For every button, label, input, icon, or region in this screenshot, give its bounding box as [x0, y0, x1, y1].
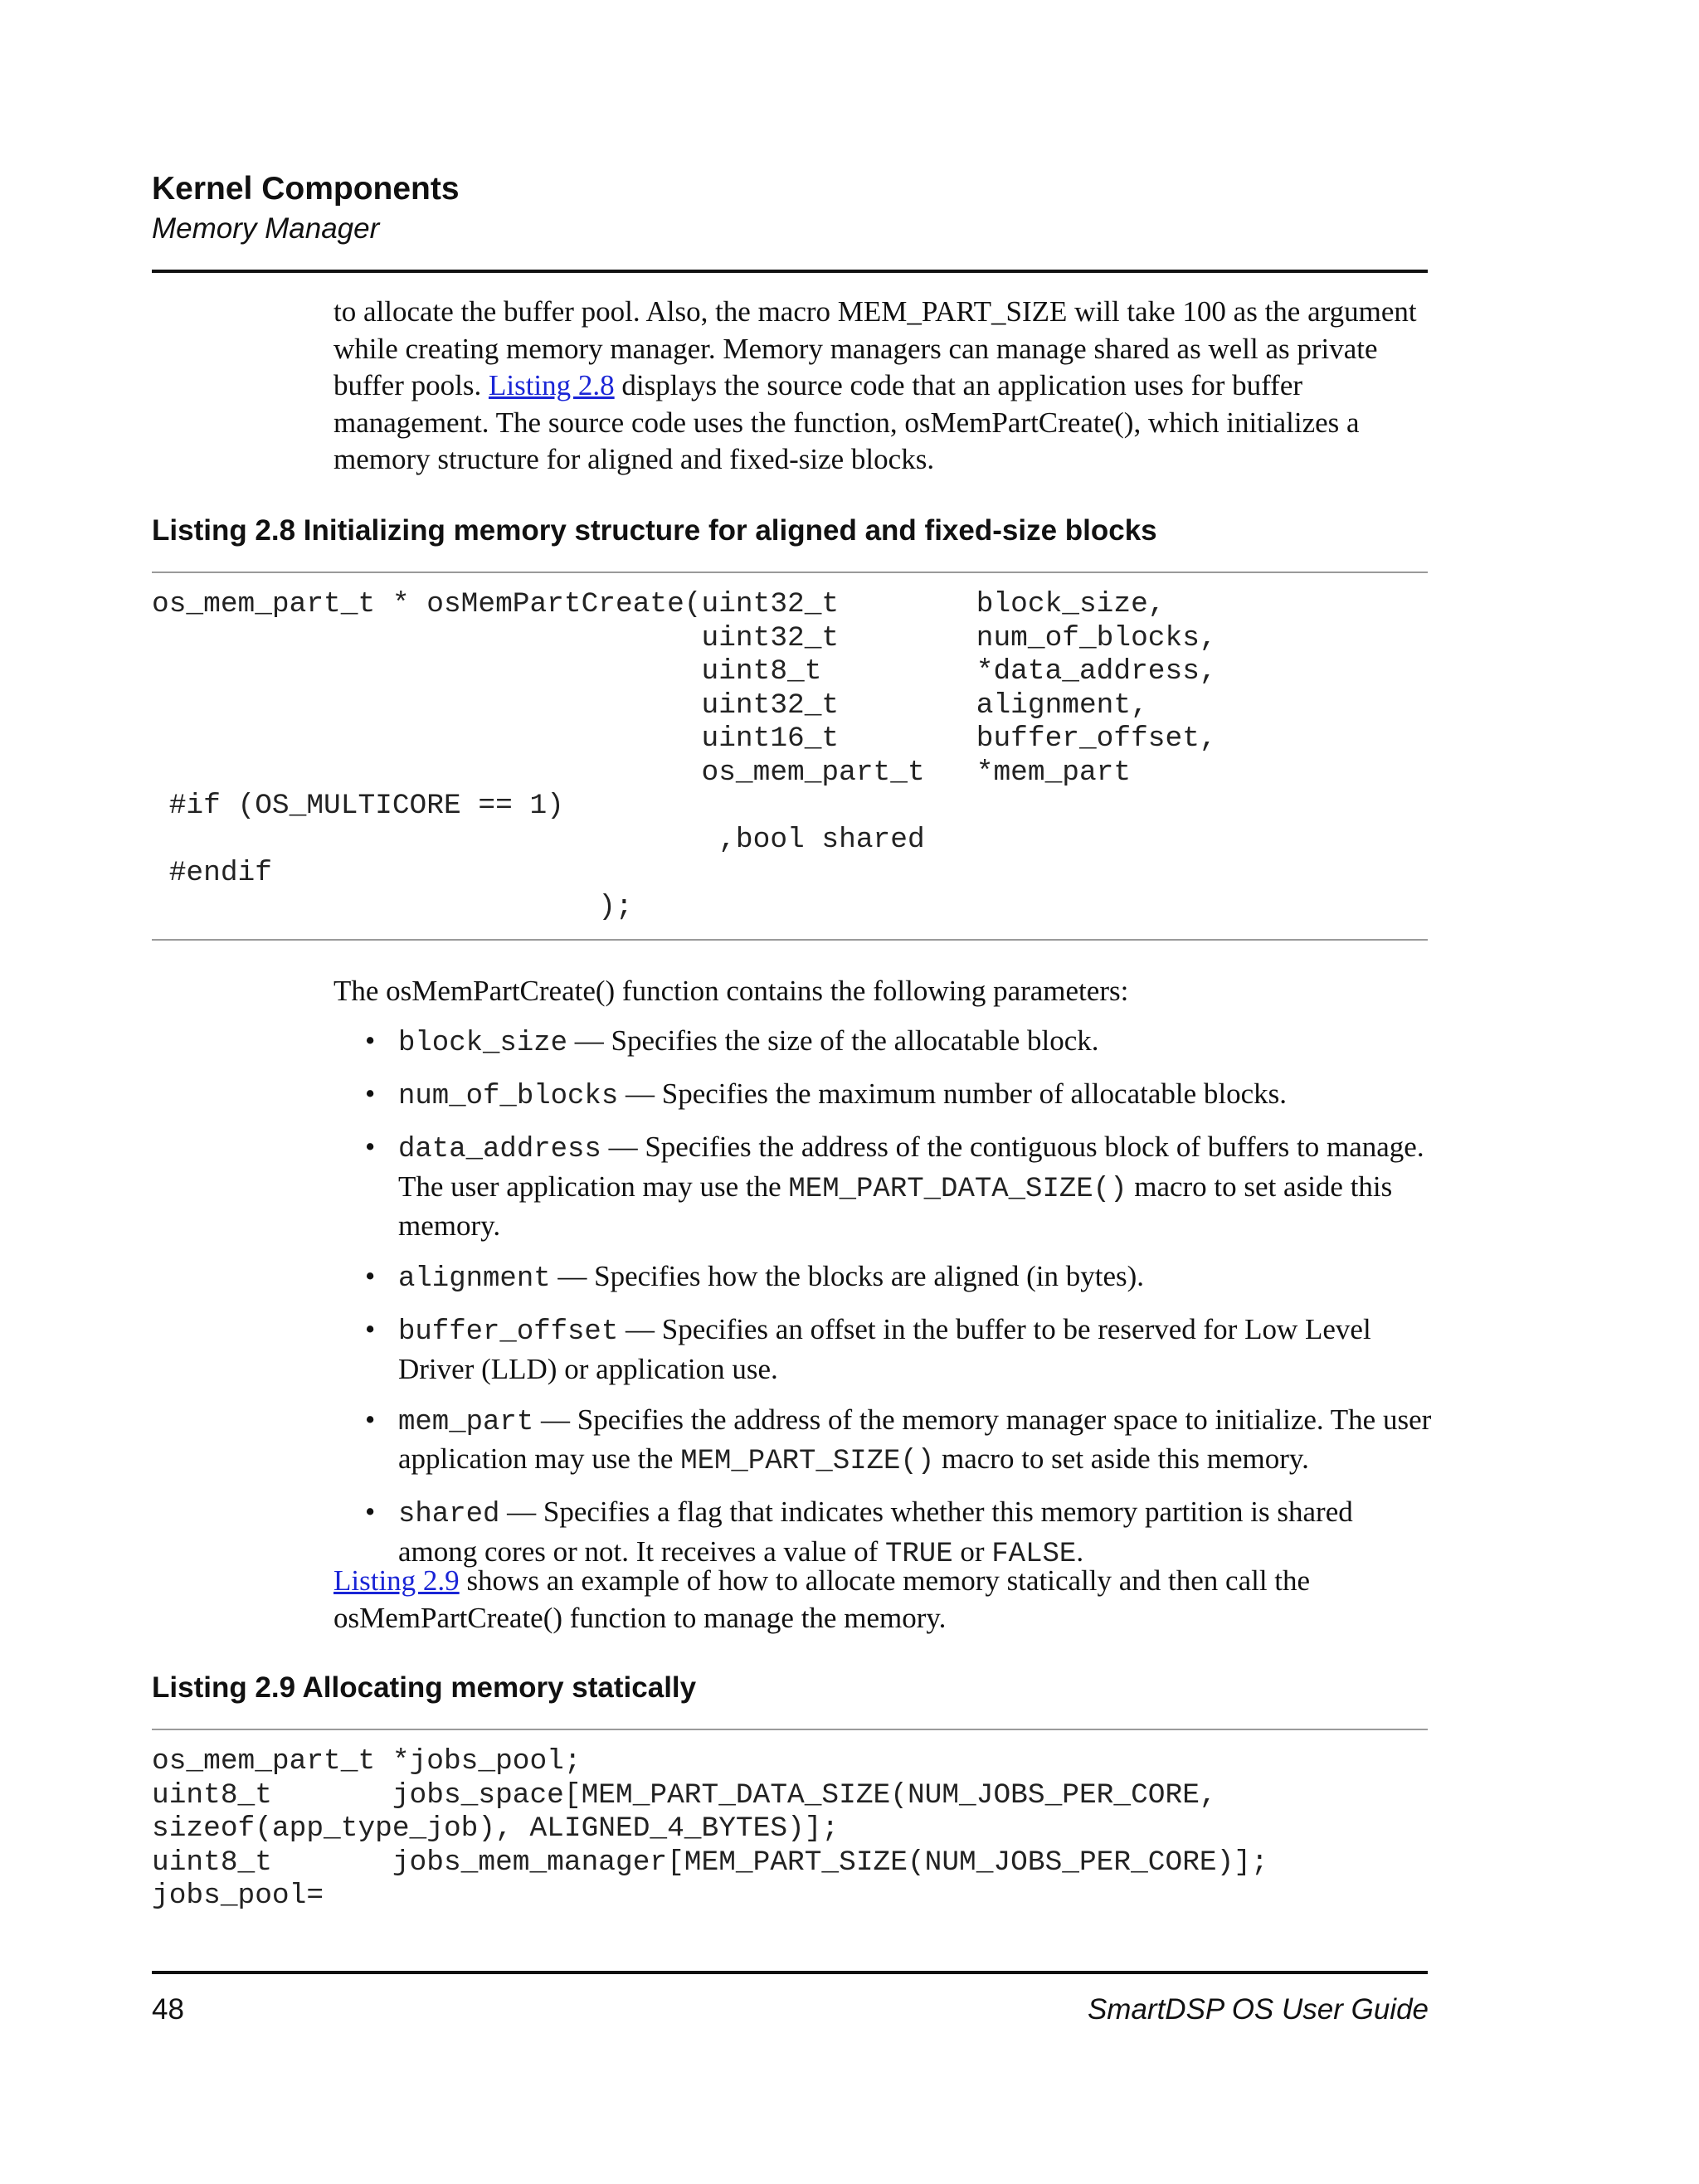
listing-2-8-top-rule: [152, 572, 1428, 573]
list-item: • block_size — Specifies the size of the allocatable block.: [365, 1024, 1099, 1059]
list-item: • shared — Specifies a flag that indicates whether this memory partition is shared among cores or not. It receives a value of TRUE or FALSE.: [365, 1496, 1353, 1570]
param-name: buffer_offset: [398, 1316, 619, 1348]
header-rule: [152, 270, 1428, 273]
chapter-title: Kernel Components: [152, 171, 460, 207]
listing-2-9-code: os_mem_part_t *jobs_pool; uint8_t jobs_space[MEM_PART_DATA_SIZE(NUM_JOBS_PER_CORE, sizeof(app_type_job), ALIGNED_4_BYTES)]; uint8_t jobs_mem_manager[MEM_PART_SIZE(NUM_JOBS_PER_CORE)]; jobs_pool=: [152, 1745, 1268, 1912]
param-name: block_size: [398, 1028, 568, 1059]
listing-2-9-top-rule: [152, 1729, 1428, 1730]
param-name: num_of_blocks: [398, 1081, 619, 1112]
params-intro: The osMemPartCreate() function contains the following parameters:: [333, 975, 1129, 1007]
book-title: SmartDSP OS User Guide: [1087, 1993, 1429, 2026]
listing-2-9-link[interactable]: Listing 2.9: [333, 1564, 460, 1597]
listing-2-9-caption: Listing 2.9 Allocating memory statically: [152, 1671, 697, 1704]
listing-2-8-code: os_mem_part_t * osMemPartCreate(uint32_t block_size, uint32_t num_of_blocks, uint8_t *data_address, uint32_t alignment, uint16_t buffer_offset, os_mem_part_t *mem_part #if (OS_MULTICORE == 1) ,bool shared #endif );: [152, 588, 1217, 923]
param-name: data_address: [398, 1134, 601, 1165]
parameter-list: [365, 1023, 1435, 1587]
param-name: mem_part: [398, 1406, 534, 1438]
listing-2-8-caption: Listing 2.8 Initializing memory structure for aligned and fixed-size blocks: [152, 514, 1157, 547]
list-item: • num_of_blocks — Specifies the maximum number of allocatable blocks.: [365, 1077, 1288, 1112]
list-item: • alignment — Specifies how the blocks are aligned (in bytes).: [365, 1260, 1145, 1295]
listing-2-8-link[interactable]: Listing 2.8: [488, 369, 615, 401]
list-item: • buffer_offset — Specifies an offset in the buffer to be reserved for Low Level Driver (LLD) or application use.: [365, 1313, 1371, 1385]
section-title: Memory Manager: [152, 212, 380, 245]
param-name: alignment: [398, 1263, 551, 1295]
intro-paragraph: to allocate the buffer pool. Also, the macro MEM_PART_SIZE will take 100 as the argument while creating memory manager. Memory managers can manage shared as well as private buffer pools. Listing 2.8 displays the source code that an application uses for buffer management. The source code uses the function, osMemPartCreate(), which initializes a memory structure for aligned and fixed-size blocks.: [333, 295, 1417, 475]
outro-paragraph: Listing 2.9 shows an example of how to allocate memory statically and then call the osMemPartCreate() function to manage the memory.: [333, 1564, 1311, 1634]
list-item: • data_address — Specifies the address of the contiguous block of buffers to manage. The user application may use the MEM_PART_DATA_SIZE() macro to set aside this memory.: [365, 1131, 1424, 1242]
page-number: 48: [152, 1993, 184, 2026]
param-name: shared: [398, 1499, 500, 1530]
listing-2-8-bottom-rule: [152, 939, 1428, 941]
footer-rule: [152, 1971, 1428, 1974]
list-item: • mem_part — Specifies the address of the memory manager space to initialize. The user application may use the MEM_PART_SIZE() macro to set aside this memory.: [365, 1403, 1432, 1477]
